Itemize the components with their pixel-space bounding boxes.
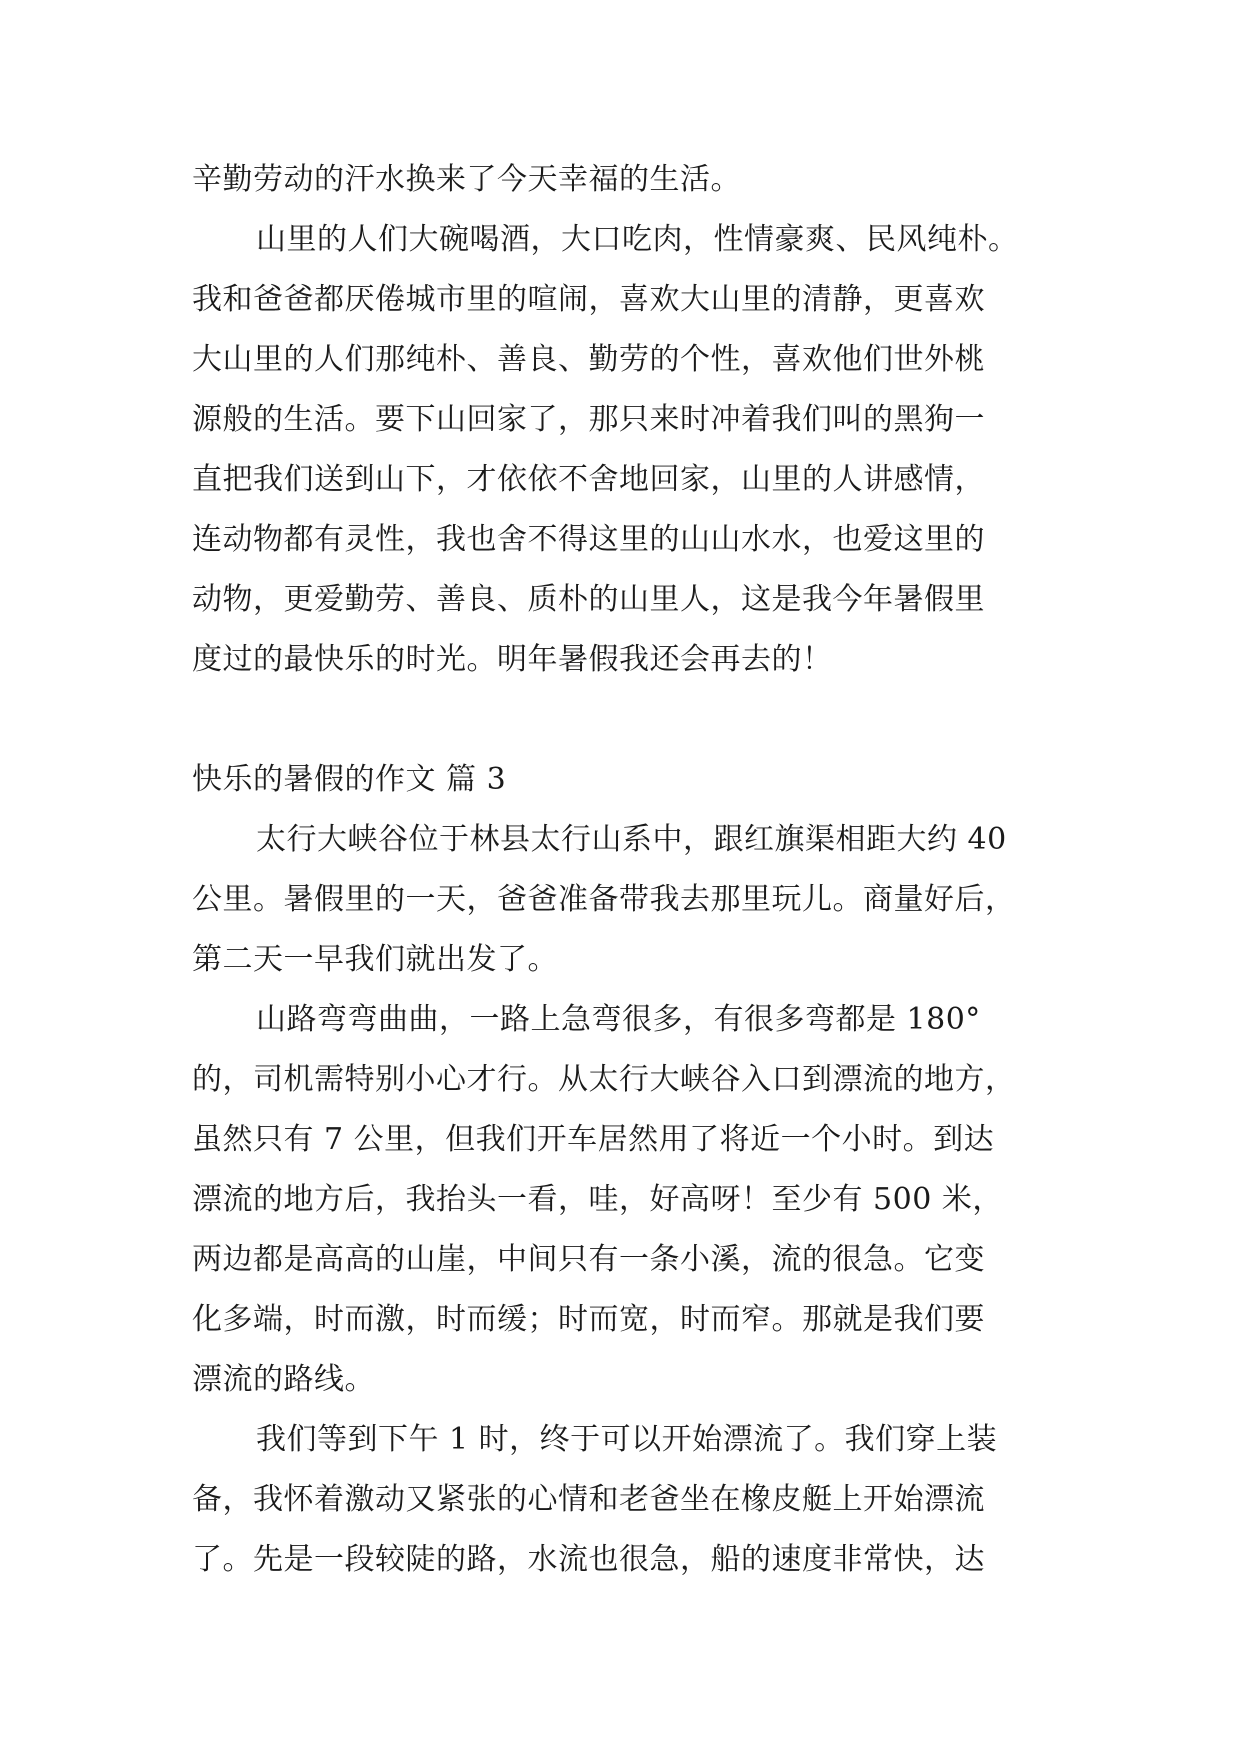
text-line: 直把我们送到山下，才依依不舍地回家，山里的人讲感情， — [192, 462, 985, 497]
text-line: 漂流的路线。 — [192, 1362, 375, 1397]
text-line: 山路弯弯曲曲，一路上急弯很多，有很多弯都是 180° — [256, 1002, 981, 1037]
text-line: 的，司机需特别小心才行。从太行大峡谷入口到漂流的地方， — [192, 1062, 1016, 1097]
text-line: 大山里的人们那纯朴、善良、勤劳的个性，喜欢他们世外桃 — [192, 342, 985, 377]
text-line: 了。先是一段较陡的路，水流也很急，船的速度非常快，达 — [192, 1542, 985, 1577]
text-line: 第二天一早我们就出发了。 — [192, 942, 558, 977]
text-line: 太行大峡谷位于林县太行山系中，跟红旗渠相距大约 40 — [256, 822, 1007, 857]
text-line: 度过的最快乐的时光。明年暑假我还会再去的！ — [192, 642, 833, 677]
text-line: 虽然只有 7 公里，但我们开车居然用了将近一个小时。到达 — [192, 1122, 995, 1157]
text-line: 动物，更爱勤劳、善良、质朴的山里人，这是我今年暑假里 — [192, 582, 985, 617]
text-line: 辛勤劳动的汗水换来了今天幸福的生活。 — [192, 162, 741, 197]
text-line: 备，我怀着激动又紧张的心情和老爸坐在橡皮艇上开始漂流 — [192, 1482, 985, 1517]
text-line: 连动物都有灵性，我也舍不得这里的山山水水，也爱这里的 — [192, 522, 985, 557]
text-line: 我们等到下午 1 时，终于可以开始漂流了。我们穿上装 — [256, 1422, 998, 1457]
essay-body — [192, 150, 1064, 1590]
text-line: 山里的人们大碗喝酒，大口吃肉，性情豪爽、民风纯朴。 — [256, 222, 1019, 257]
section-title: 快乐的暑假的作文 篇 3 — [192, 762, 507, 797]
paragraph-gap — [192, 690, 1064, 750]
text-line: 我和爸爸都厌倦城市里的喧闹，喜欢大山里的清静，更喜欢 — [192, 282, 985, 317]
text-line: 两边都是高高的山崖，中间只有一条小溪，流的很急。它变 — [192, 1242, 985, 1277]
text-line: 源般的生活。要下山回家了，那只来时冲着我们叫的黑狗一 — [192, 402, 985, 437]
text-line: 化多端，时而激，时而缓；时而宽，时而窄。那就是我们要 — [192, 1302, 985, 1337]
text-line: 公里。暑假里的一天，爸爸准备带我去那里玩儿。商量好后， — [192, 882, 1016, 917]
text-line: 漂流的地方后，我抬头一看，哇，好高呀！至少有 500 米， — [192, 1182, 1003, 1217]
